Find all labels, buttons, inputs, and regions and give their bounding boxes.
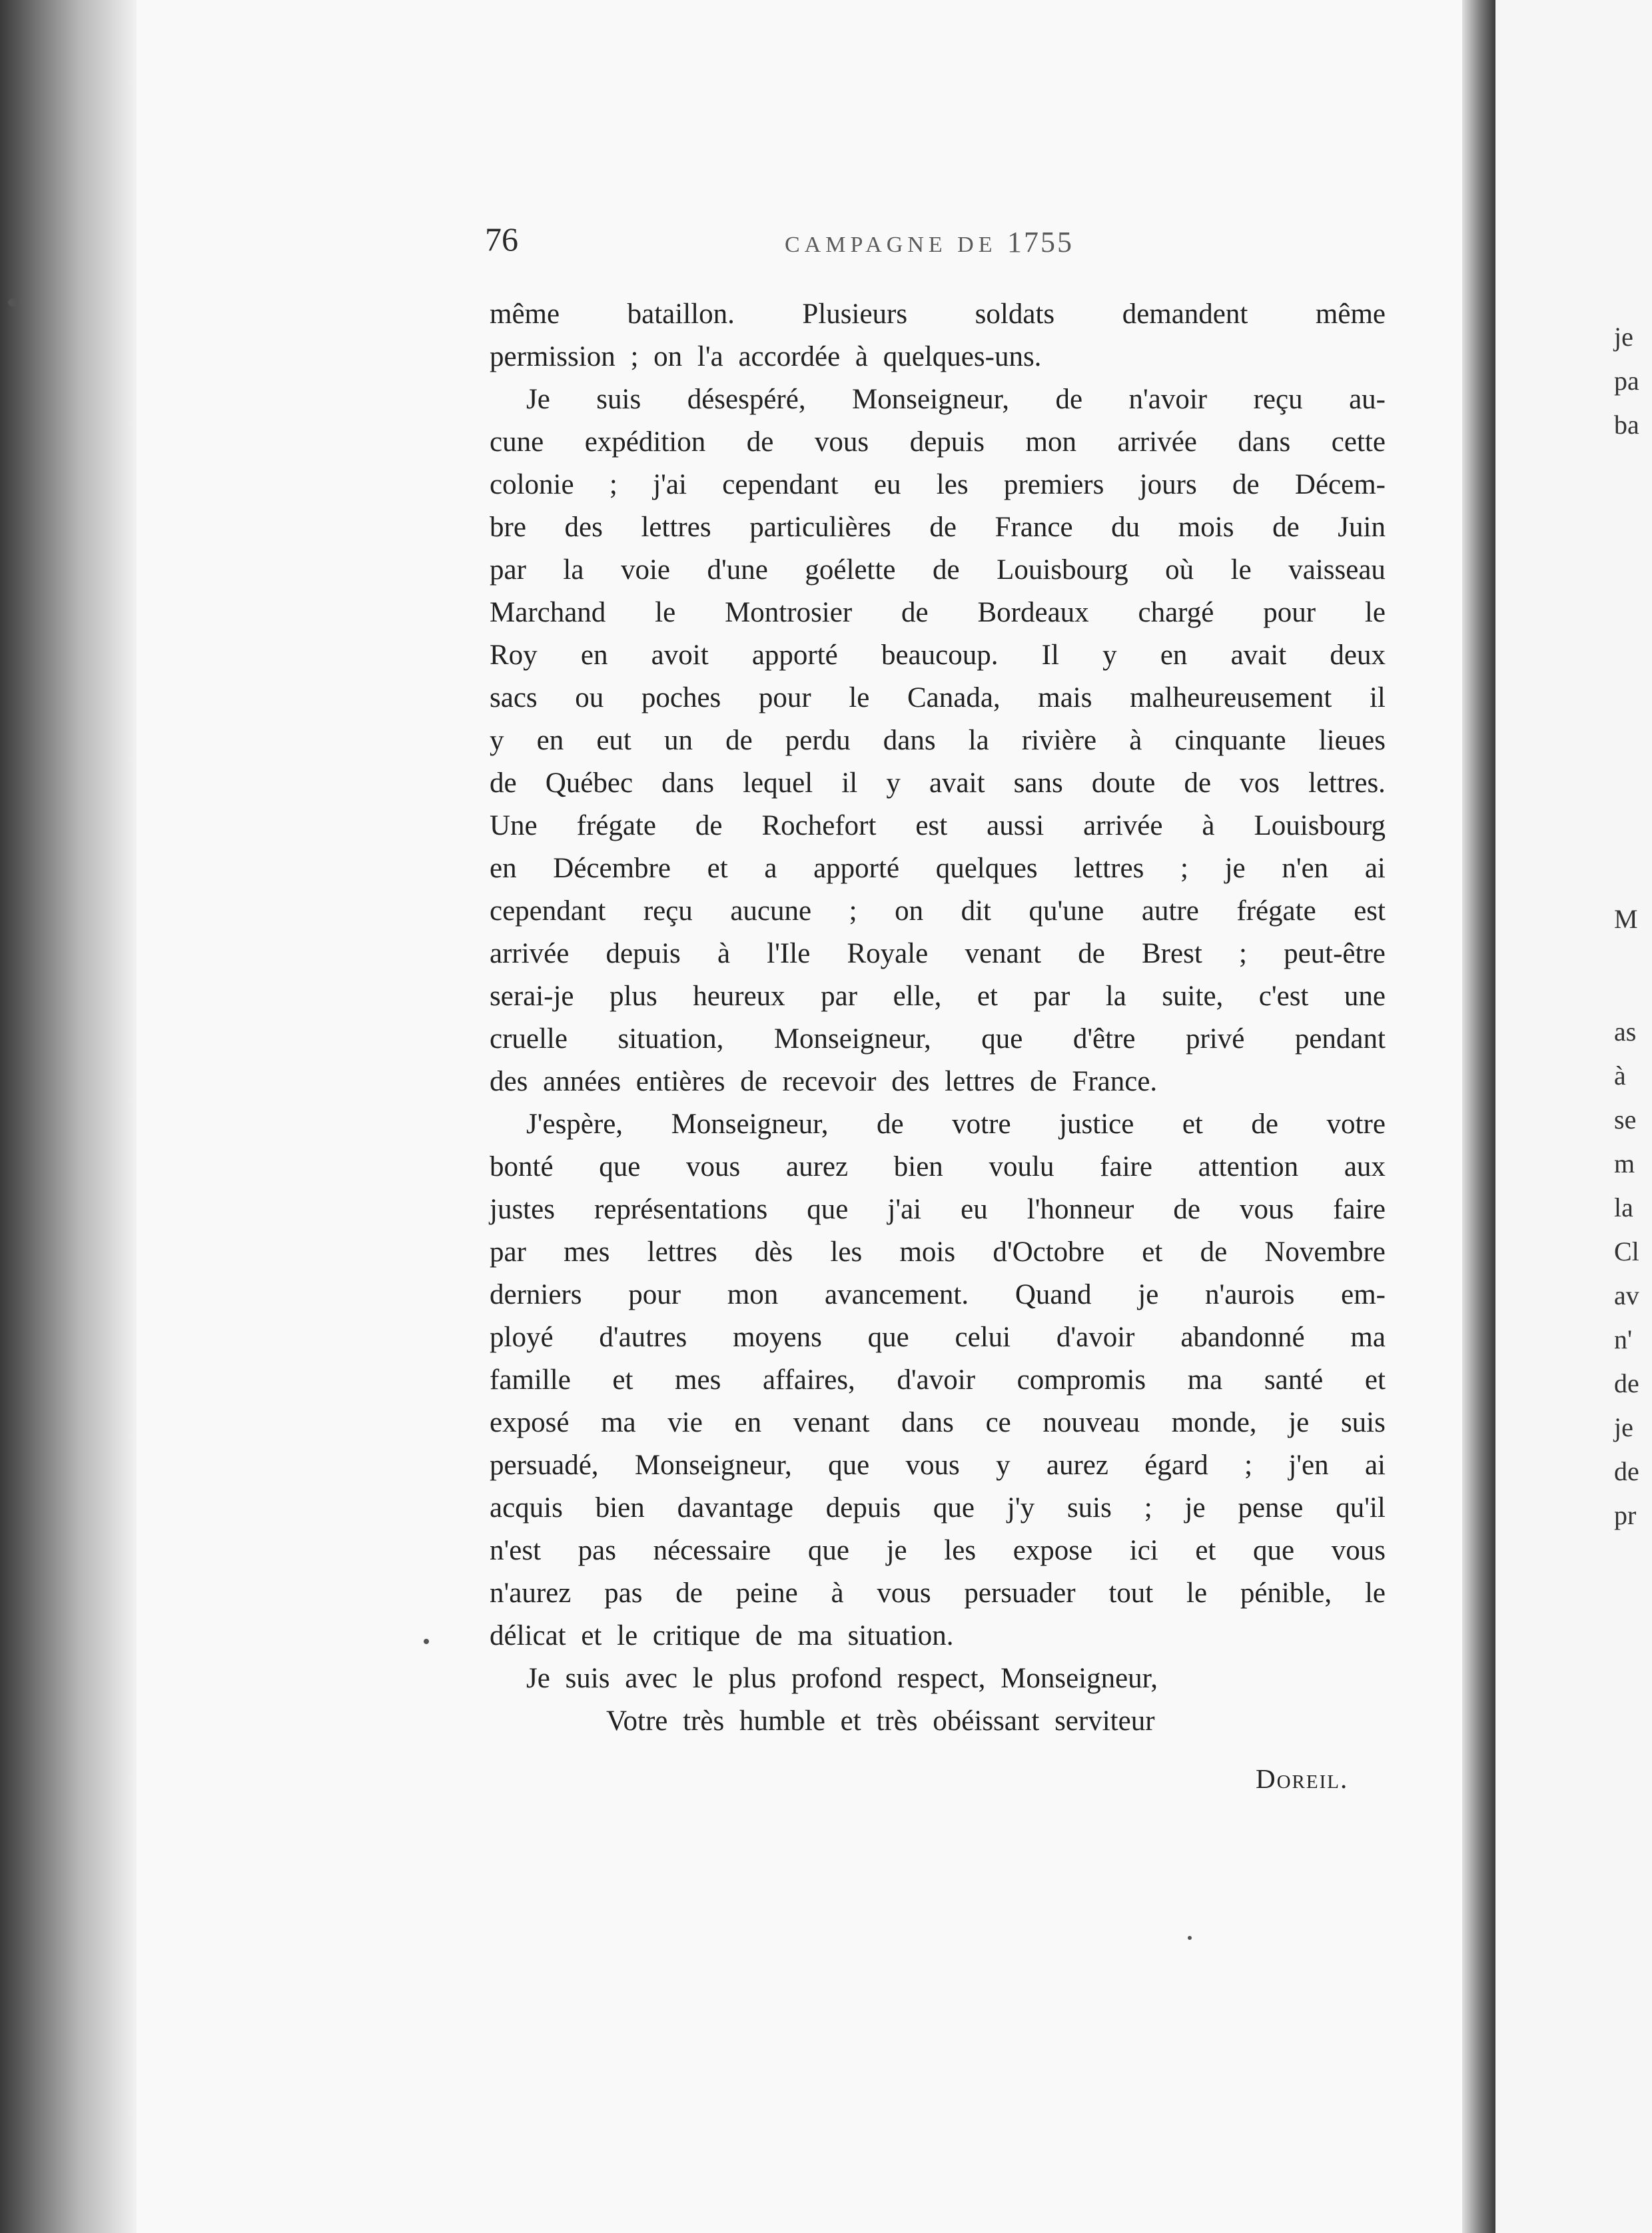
- scan-speck: [8, 298, 19, 306]
- text-line: par mes lettres dès les mois d'Octobre et de Novembre: [490, 1236, 1386, 1268]
- scan-speck: [1188, 1936, 1192, 1940]
- facing-page-fragment: av: [1614, 1280, 1639, 1310]
- text-line: n'est pas nécessaire que je les expose ici et que vous: [490, 1535, 1386, 1566]
- running-head: [785, 225, 1074, 259]
- facing-page-fragment: la: [1614, 1192, 1633, 1222]
- text-line: persuadé, Monseigneur, que vous y aurez égard ; j'en ai: [490, 1450, 1386, 1481]
- text-line: Roy en avoit apporté beaucoup. Il y en avait deux: [490, 640, 1386, 671]
- text-line: cune expédition de vous depuis mon arrivée dans cette: [490, 426, 1386, 458]
- text-line: arrivée depuis à l'Ile Royale venant de Brest ; peut-être: [490, 938, 1386, 969]
- facing-page-fragment: se: [1614, 1105, 1637, 1134]
- text-line: justes représentations que j'ai eu l'honneur de vous faire: [490, 1194, 1386, 1225]
- facing-page-fragment: de: [1614, 1456, 1639, 1486]
- text-line: J'espère, Monseigneur, de votre justice et de votre: [526, 1109, 1386, 1140]
- text-line: Une frégate de Rochefort est aussi arrivée à Louisbourg: [490, 810, 1386, 841]
- facing-page-fragment: de: [1614, 1368, 1639, 1398]
- text-line: acquis bien davantage depuis que j'y suis ; je pense qu'il: [490, 1492, 1386, 1524]
- facing-page-fragment: ba: [1614, 410, 1639, 440]
- text-line: Marchand le Montrosier de Bordeaux chargé pour le: [490, 597, 1386, 628]
- page-header: [485, 220, 1384, 266]
- facing-page-fragment: as: [1614, 1017, 1637, 1047]
- text-line: exposé ma vie en venant dans ce nouveau monde, je suis: [490, 1407, 1386, 1438]
- text-line: cependant reçu aucune ; on dit qu'une autre frégate est: [490, 895, 1386, 927]
- running-head-year: 1755: [1007, 226, 1074, 258]
- text-line: en Décembre et a apporté quelques lettres ; je n'en ai: [490, 853, 1386, 884]
- page-number: 76: [485, 221, 518, 258]
- facing-page-fragment: m: [1614, 1148, 1635, 1178]
- text-line: serai-je plus heureux par elle, et par la suite, c'est une: [490, 981, 1386, 1012]
- text-line: même bataillon. Plusieurs soldats demandent même: [490, 298, 1386, 330]
- facing-page-fragment: à: [1614, 1061, 1626, 1091]
- text-line: n'aurez pas de peine à vous persuader tout le pénible, le: [490, 1577, 1386, 1609]
- text-line: des années entières de recevoir des lettres de France.: [490, 1066, 1158, 1097]
- text-line: famille et mes affaires, d'avoir compromis ma santé et: [490, 1364, 1386, 1396]
- signature: Doreil.: [1256, 1763, 1349, 1794]
- running-head-title: CAMPAGNE DE: [785, 232, 997, 257]
- page-edge-shadow: [1462, 0, 1495, 2233]
- facing-page-fragment: M: [1614, 904, 1638, 934]
- facing-page-slice: [1495, 0, 1652, 2233]
- text-line: derniers pour mon avancement. Quand je n'aurois em-: [490, 1279, 1386, 1310]
- facing-page-fragment: Cl: [1614, 1236, 1639, 1266]
- closing-line: Je suis avec le plus profond respect, Monseigneur,: [526, 1663, 1158, 1694]
- facing-page-fragment: pr: [1614, 1500, 1637, 1530]
- letter-body: [490, 293, 1386, 1743]
- text-line: bonté que vous aurez bien voulu faire attention aux: [490, 1151, 1386, 1182]
- text-line: cruelle situation, Monseigneur, que d'être privé pendant: [490, 1023, 1386, 1055]
- text-line: colonie ; j'ai cependant eu les premiers jours de Décem-: [490, 469, 1386, 500]
- text-line: de Québec dans lequel il y avait sans doute de vos lettres.: [490, 767, 1386, 799]
- scan-speck: [424, 1639, 429, 1644]
- closing-line: Votre très humble et très obéissant serviteur: [606, 1705, 1155, 1737]
- facing-page-fragment: je: [1614, 322, 1633, 352]
- facing-page-fragment: je: [1614, 1412, 1633, 1442]
- text-line: y en eut un de perdu dans la rivière à cinquante lieues: [490, 725, 1386, 756]
- text-line: par la voie d'une goélette de Louisbourg où le vaisseau: [490, 554, 1386, 586]
- text-line: ployé d'autres moyens que celui d'avoir abandonné ma: [490, 1322, 1386, 1353]
- facing-page-fragment: n': [1614, 1324, 1633, 1354]
- text-line: sacs ou poches pour le Canada, mais malheureusement il: [490, 682, 1386, 713]
- text-line: permission ; on l'a accordée à quelques-uns.: [490, 341, 1042, 372]
- text-line: bre des lettres particulières de France du mois de Juin: [490, 512, 1386, 543]
- binding-gutter: [0, 0, 137, 2233]
- text-line: Je suis désespéré, Monseigneur, de n'avoir reçu au-: [526, 384, 1386, 415]
- text-line: délicat et le critique de ma situation.: [490, 1620, 954, 1651]
- facing-page-fragment: pa: [1614, 366, 1639, 396]
